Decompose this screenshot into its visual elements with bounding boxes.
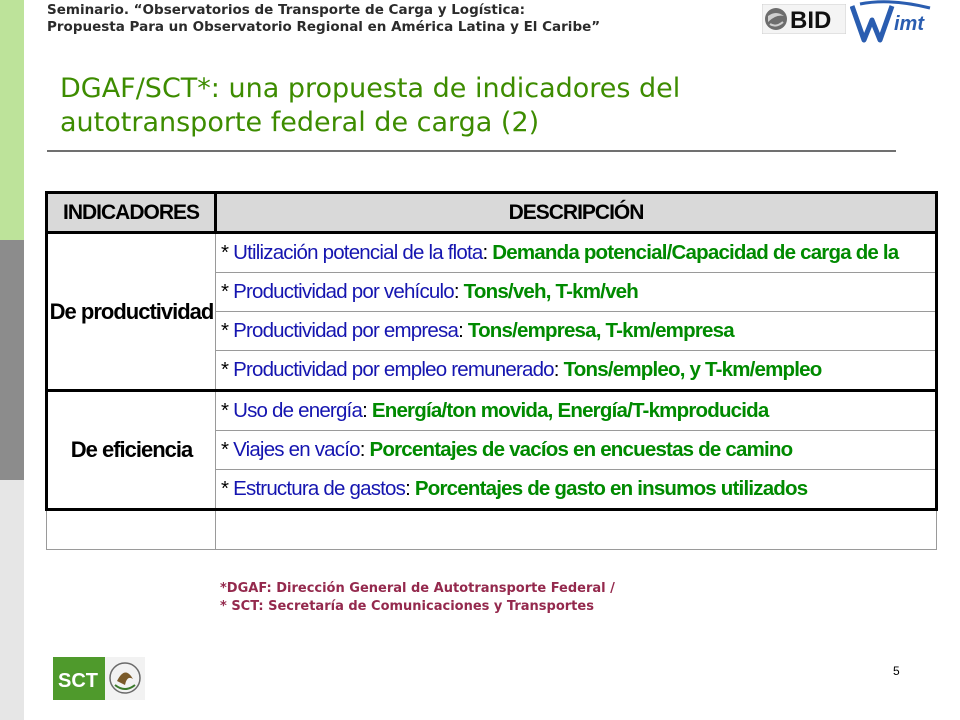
indicator-value: Demanda potencial/Capacidad de carga de la — [492, 241, 899, 264]
footnote-line2: * SCT: Secretaría de Comunicaciones y Transportes — [220, 599, 594, 614]
table-row — [47, 391, 937, 431]
indicator-label: Viajes en vacío — [233, 438, 360, 461]
table-row-empty — [47, 510, 937, 550]
label-separator: : — [359, 438, 370, 461]
left-accent-bar — [0, 0, 24, 720]
seminar-header — [47, 2, 600, 36]
left-bar-gray-segment — [0, 240, 24, 480]
sct-logo-text: SCT — [58, 670, 98, 692]
title-divider — [47, 150, 896, 152]
imt-logo-text: imt — [894, 13, 924, 35]
indicator-value: Tons/veh, T-km/veh — [463, 280, 638, 303]
indicators-table — [45, 191, 938, 550]
slide-title-line1: DGAF/SCT*: una propuesta de indicadores del — [60, 73, 681, 104]
slide-title — [60, 72, 780, 140]
label-separator: : — [405, 477, 415, 500]
footnote-line1: *DGAF: Dirección General de Autotransporte Federal / — [220, 581, 615, 596]
indicator-value: Porcentajes de vacíos en encuestas de camino — [369, 438, 793, 461]
label-separator: : — [453, 280, 464, 303]
table-header-row — [47, 193, 937, 233]
footnote — [220, 580, 615, 616]
category-productividad: De productividad — [47, 233, 216, 391]
header-descripcion: DESCRIPCIÓN — [216, 193, 937, 233]
header-indicadores: INDICADORES — [47, 193, 216, 233]
sct-logo — [53, 657, 145, 700]
seminar-header-line2: Propuesta Para un Observatorio Regional en América Latina y El Caribe” — [47, 19, 601, 35]
indicator-label: Uso de energía — [233, 399, 363, 422]
table-cell-description — [216, 470, 937, 510]
indicator-label: Utilización potencial de la flota — [233, 241, 483, 264]
table-cell-description — [216, 431, 937, 470]
label-separator: : — [362, 399, 372, 422]
table-cell-description — [216, 391, 937, 431]
label-separator: : — [482, 241, 493, 264]
bullet-star: * — [221, 280, 234, 303]
indicator-value: Tons/empleo, y T-km/empleo — [563, 358, 822, 381]
indicator-label: Productividad por vehículo — [233, 280, 454, 303]
indicator-label: Productividad por empresa — [233, 319, 459, 342]
bid-logo — [762, 4, 846, 34]
table-cell-description — [216, 233, 937, 273]
table-cell-description — [216, 312, 937, 351]
bullet-star: * — [221, 438, 234, 461]
left-bar-green-segment — [0, 0, 24, 240]
table-cell-description — [216, 273, 937, 312]
page-number: 5 — [893, 664, 900, 678]
bullet-star: * — [221, 399, 234, 422]
bullet-star: * — [221, 319, 234, 342]
indicator-label: Productividad por empleo remunerado — [233, 358, 554, 381]
table-cell-description — [216, 351, 937, 391]
empty-cell — [47, 510, 216, 550]
indicator-label: Estructura de gastos — [233, 477, 406, 500]
category-eficiencia: De eficiencia — [47, 391, 216, 510]
label-separator: : — [458, 319, 468, 342]
slide-title-line2: autotransporte federal de carga (2) — [60, 107, 540, 138]
imt-logo — [850, 0, 932, 44]
table-row — [47, 233, 937, 273]
label-separator: : — [553, 358, 564, 381]
bullet-star: * — [221, 241, 234, 264]
indicator-value: Porcentajes de gasto en insumos utilizados — [414, 477, 808, 500]
bid-logo-text: BID — [790, 7, 832, 34]
indicator-value: Energía/ton movida, Energía/T-kmproducida — [371, 399, 769, 422]
seminar-header-line1: Seminario. “Observatorios de Transporte de Carga y Logística: — [47, 2, 526, 18]
bullet-star: * — [221, 358, 234, 381]
empty-cell — [216, 510, 937, 550]
indicator-value: Tons/empresa, T-km/empresa — [467, 319, 734, 342]
bullet-star: * — [221, 477, 234, 500]
